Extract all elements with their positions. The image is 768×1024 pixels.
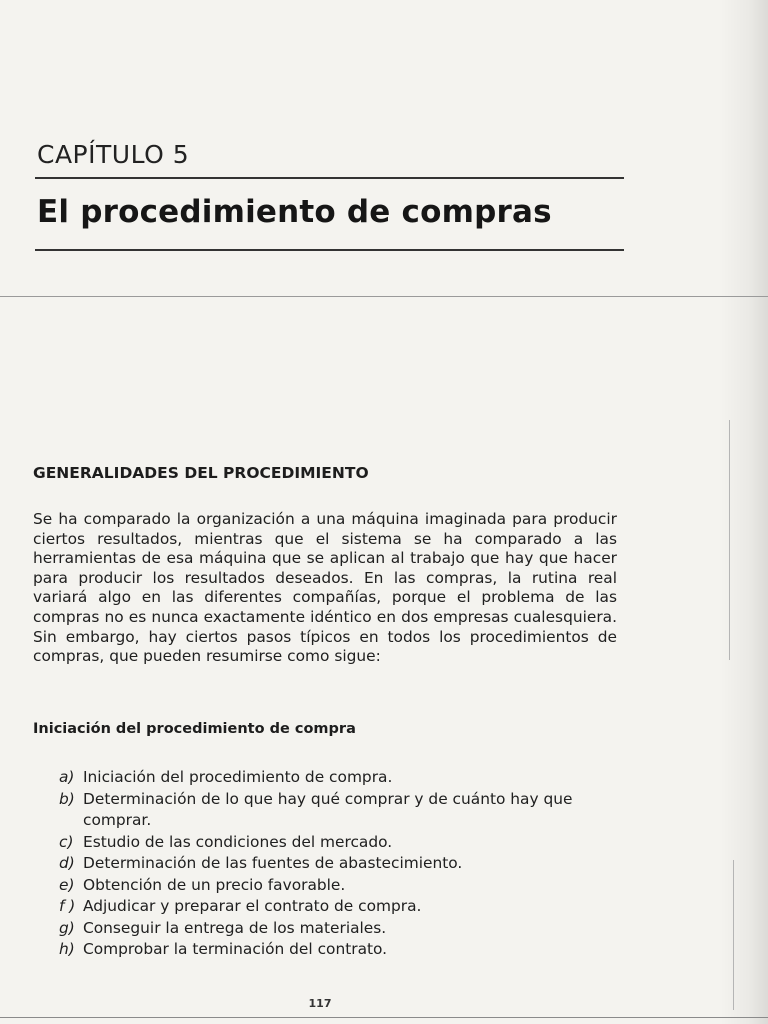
list-item-text: Obtención de un precio favorable. bbox=[83, 875, 346, 894]
body-paragraph: Se ha comparado la organización a una máquina imaginada para producir ciertos resultados, mientras que el sistema se ha comparado a las herramientas de esa máquina que se aplican al trabajo que hay que hacer para producir los resultados deseados. En las compras, la rutina real variará algo en las diferentes compañías, porque el problema de las compras no es nunca exactamente idéntico en dos empresas cualesquiera. Sin embargo, hay ciertos pasos típicos en todos los procedimientos de compras, que pueden resumirse como sigue: bbox=[33, 510, 617, 666]
list-item-text: Comprobar la terminación del contrato. bbox=[83, 940, 388, 958]
list-item-text: Determinación de lo que hay qué comprar y de cuánto hay que comprar. bbox=[83, 789, 573, 829]
list-item bbox=[59, 896, 619, 918]
scan-artifact-line bbox=[729, 420, 730, 660]
list-item bbox=[59, 789, 619, 832]
list-marker: f ) bbox=[59, 897, 76, 915]
scan-artifact-line bbox=[733, 860, 734, 1010]
list-marker: e) bbox=[59, 875, 75, 894]
scan-edge-shadow bbox=[720, 0, 768, 1024]
list-item bbox=[59, 875, 619, 897]
chapter-rule-bottom bbox=[35, 249, 624, 251]
page-bottom-line bbox=[0, 1017, 768, 1018]
list-item bbox=[59, 939, 619, 961]
list-item bbox=[59, 767, 619, 789]
page-number: 117 bbox=[308, 997, 332, 1010]
list-marker: a) bbox=[59, 768, 75, 786]
list-marker: d) bbox=[59, 854, 75, 872]
chapter-label: CAPÍTULO 5 bbox=[37, 140, 190, 169]
list-marker: h) bbox=[59, 940, 75, 958]
list-item-text: Estudio de las condiciones del mercado. bbox=[83, 832, 393, 851]
subheading: Iniciación del procedimiento de compra bbox=[33, 721, 356, 737]
list-item-text: Adjudicar y preparar el contrato de compra. bbox=[83, 897, 422, 915]
list-item bbox=[59, 832, 619, 854]
chapter-rule-top bbox=[35, 177, 624, 179]
list-item-text: Iniciación del procedimiento de compra. bbox=[83, 768, 393, 786]
procedure-steps-list bbox=[59, 767, 619, 961]
list-marker: g) bbox=[59, 918, 75, 937]
chapter-title: El procedimiento de compras bbox=[37, 194, 552, 230]
list-item bbox=[59, 853, 619, 875]
list-item-text: Determinación de las fuentes de abastecimiento. bbox=[83, 854, 463, 872]
section-heading: GENERALIDADES DEL PROCEDIMIENTO bbox=[33, 464, 369, 482]
list-item bbox=[59, 918, 619, 940]
page-fold-line bbox=[0, 296, 768, 297]
list-marker: c) bbox=[59, 832, 74, 851]
list-marker: b) bbox=[59, 789, 75, 808]
list-item-text: Conseguir la entrega de los materiales. bbox=[83, 918, 387, 937]
